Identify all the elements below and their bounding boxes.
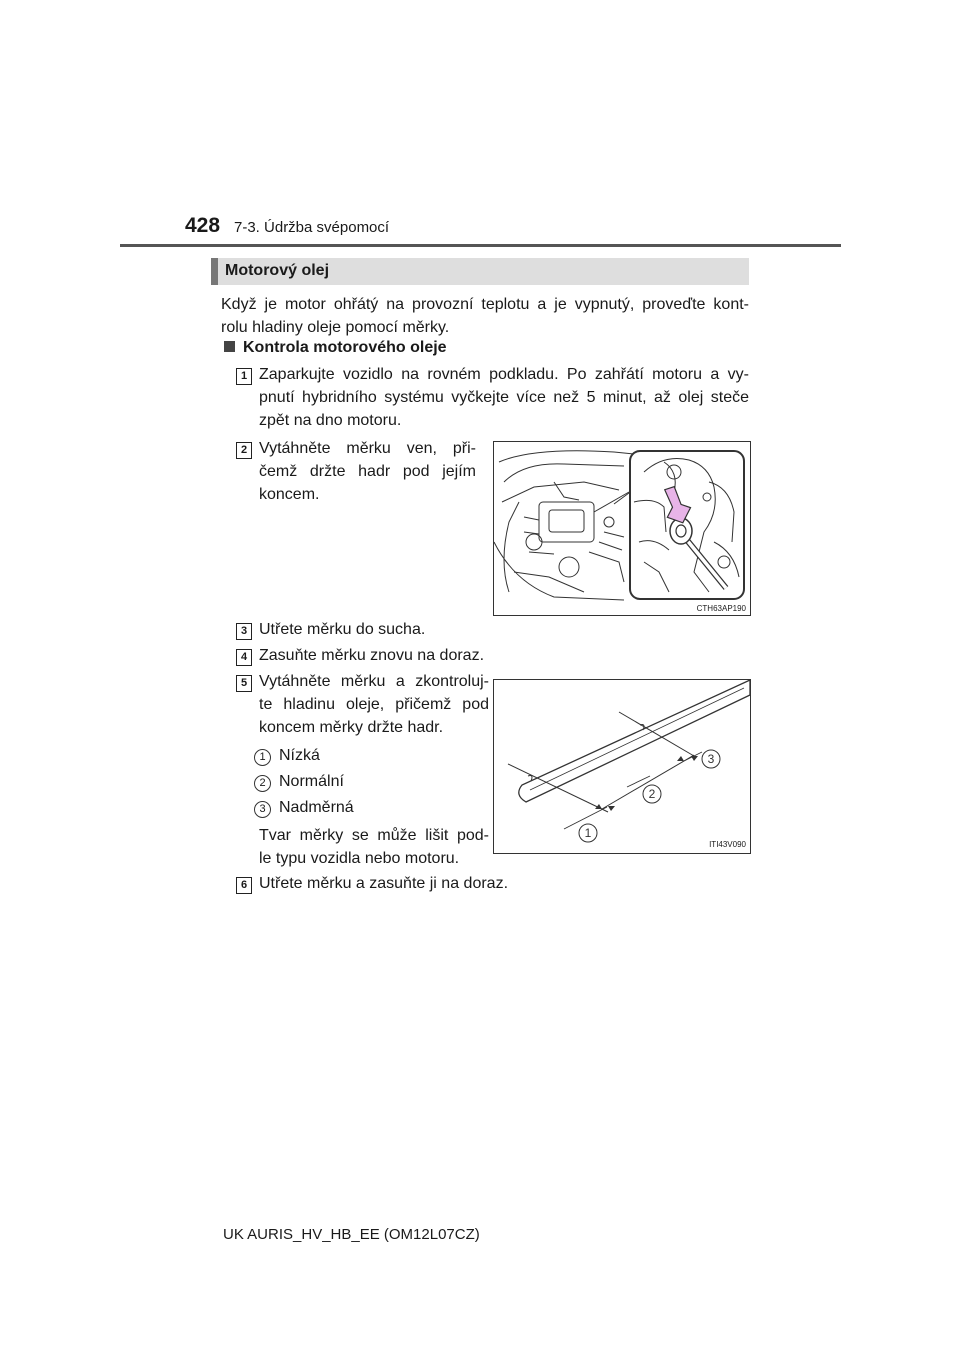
intro-line: Když je motor ohřátý na provozní teplotu a je vypnutý, proveďte kont- — [221, 296, 749, 313]
level-number-2: 2 — [254, 775, 271, 792]
subheading — [224, 339, 447, 357]
callout-label: 3 — [707, 752, 715, 766]
page-number: 428 — [185, 214, 221, 237]
section-title: Motorový olej — [225, 262, 330, 279]
step-number-3: 3 — [236, 623, 252, 640]
level-label-normal: Normální — [279, 773, 344, 790]
level-label-excessive: Nadměrná — [279, 799, 354, 816]
section-accent — [211, 258, 218, 285]
step-line: pnutí hybridního systému vyčkejte více než 5 minut, až olej steče — [259, 389, 749, 406]
step-line: zpět na dno motoru. — [259, 412, 402, 429]
arrow-icon — [608, 806, 615, 811]
step-line: koncem. — [259, 486, 320, 503]
figure-code: ITI43V090 — [709, 840, 746, 849]
level-number-3: 3 — [254, 801, 271, 818]
level-number-1: 1 — [254, 749, 271, 766]
note-line: Tvar měrky se může lišit pod- — [259, 827, 489, 844]
dipstick-illustration — [494, 680, 750, 853]
footer-model-code: UK AURIS_HV_HB_EE (OM12L07CZ) — [223, 1226, 480, 1243]
callout-1 — [579, 824, 597, 842]
intro-line: rolu hladiny oleje pomocí měrky. — [221, 319, 450, 336]
header-rule — [120, 244, 841, 247]
step-line: te hladinu oleje, přičemž pod — [259, 696, 489, 713]
subheading-text: Kontrola motorového oleje — [243, 339, 447, 356]
note-line: le typu vozidla nebo motoru. — [259, 850, 460, 867]
step-2-text — [259, 437, 476, 506]
step-line: Utřete měrku do sucha. — [259, 621, 426, 638]
step-4-text — [259, 644, 484, 667]
step-3-text — [259, 618, 425, 641]
step-line: Vytáhněte měrku ven, při- — [259, 440, 476, 457]
step-number-6: 6 — [236, 877, 252, 894]
chapter-title: 7-3. Údržba svépomocí — [234, 219, 390, 236]
figure-code: CTH63AP190 — [696, 604, 746, 613]
step-number-4: 4 — [236, 649, 252, 666]
step-line: Zasuňte měrku znovu na doraz. — [259, 647, 485, 664]
callout-label: 2 — [648, 787, 656, 801]
callout-2 — [643, 785, 661, 803]
callout-label: 1 — [584, 826, 592, 840]
step-1-text — [259, 363, 749, 432]
step-5-text — [259, 670, 489, 739]
arrow-icon — [677, 756, 684, 761]
callout-3 — [702, 750, 720, 768]
step-number-2: 2 — [236, 442, 252, 459]
note-text — [259, 824, 489, 870]
step-line: čemž držte hadr pod jejím — [259, 463, 476, 480]
dipstick-figure — [493, 679, 751, 854]
step-number-5: 5 — [236, 675, 252, 692]
step-line: Utřete měrku a zasuňte ji na doraz. — [259, 875, 509, 892]
step-line: koncem měrky držte hadr. — [259, 719, 444, 736]
level-label-low: Nízká — [279, 747, 320, 764]
step-number-1: 1 — [236, 368, 252, 385]
step-line: Vytáhněte měrku a zkontroluj- — [259, 673, 489, 690]
step-line: Zaparkujte vozidlo na rovném podkladu. Po zahřátí motoru a vy- — [259, 366, 749, 383]
arrow-icon — [691, 756, 698, 761]
engine-figure — [493, 441, 751, 616]
intro-paragraph — [221, 293, 749, 339]
step-6-text — [259, 872, 508, 895]
section-header — [211, 258, 749, 285]
square-bullet-icon — [224, 341, 235, 352]
engine-illustration — [494, 442, 750, 615]
